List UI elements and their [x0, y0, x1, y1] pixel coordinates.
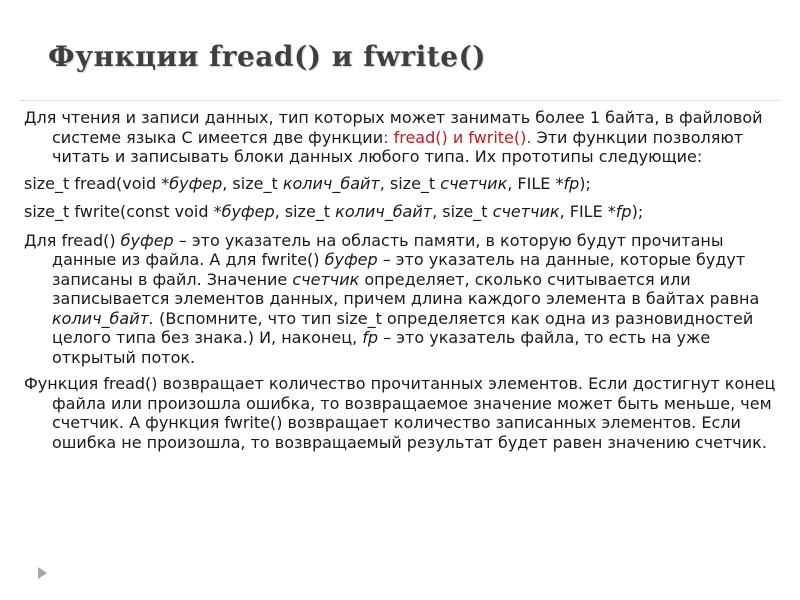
text-part: – это указатель на область памяти, в которую будут прочитаны данные из файла. А для fwrite() — [52, 230, 724, 269]
param-buffer: буфер — [221, 202, 275, 221]
param-fp: fp — [615, 202, 632, 221]
intro-text: Для чтения и записи данных, тип которых может занимать более 1 байта, в файловой системе языка С имеется две функции — [24, 108, 763, 147]
paragraph-params — [24, 231, 776, 368]
term-fp: fp — [362, 328, 379, 347]
slide-body — [24, 108, 776, 459]
param-size: колич_байт — [282, 173, 380, 193]
param-fp: fp — [563, 173, 580, 193]
paragraph-return: Функция fread() возвращает количество прочитанных элементов. Если достигнут конец файла или произошла ошибка, то возвращаемое значение может быть меньше, чем счетчик. А функция fwrite() возвращает количество записанных элементов. Если ошибка не произошла, то возвращаемый результат будет равен значению счетчик. — [24, 374, 776, 452]
term-count: счетчик — [292, 269, 360, 289]
code-part: , size_t — [379, 173, 441, 193]
term-buffer: буфер — [324, 250, 378, 269]
code-part: size_t fwrite(const void * — [24, 202, 222, 221]
code-part: , FILE * — [507, 173, 564, 193]
slide-title: Функции fread() и fwrite() — [48, 40, 487, 73]
code-part: ); — [579, 173, 591, 193]
paragraph-intro — [24, 108, 776, 167]
text-part: Для fread() — [24, 230, 121, 250]
term-size: колич_байт. — [52, 308, 155, 328]
code-part: , size_t — [432, 202, 493, 221]
param-size: колич_байт — [335, 202, 433, 221]
function-names-highlight: : fread() и fwrite(). — [383, 127, 532, 147]
code-part: , FILE * — [559, 202, 616, 221]
prototype-fwrite — [24, 202, 776, 222]
code-part: , size_t — [222, 173, 283, 193]
code-part: , size_t — [274, 202, 336, 221]
intro-text-cont: Эти функции позволяют читать и записывать блоки данных любого типа. Их прототипы следующие: — [52, 127, 744, 166]
text-part: определяет, сколько считывается или записывается элементов данных, причем длина каждого элемента в байтах равна — [52, 269, 760, 308]
text-part: (Вспомните, что тип size_t определяется как одна из разновидностей целого типа без знака.) И, наконец, — [52, 308, 754, 347]
triangle-right-icon — [38, 567, 47, 579]
param-buffer: буфер — [169, 173, 223, 193]
code-part: ); — [631, 202, 644, 221]
param-count: счетчик — [440, 173, 508, 193]
code-part: size_t fread(void * — [24, 173, 170, 193]
text-part: – это указатель файла, то есть на уже открытый поток. — [52, 328, 711, 367]
param-count: счетчик — [492, 202, 560, 221]
term-buffer: буфер — [120, 230, 174, 250]
prototype-fread — [24, 174, 776, 194]
title-divider — [20, 100, 780, 101]
text-part: – это указатель на данные, которые будут записаны в файл. Значение — [52, 250, 746, 289]
